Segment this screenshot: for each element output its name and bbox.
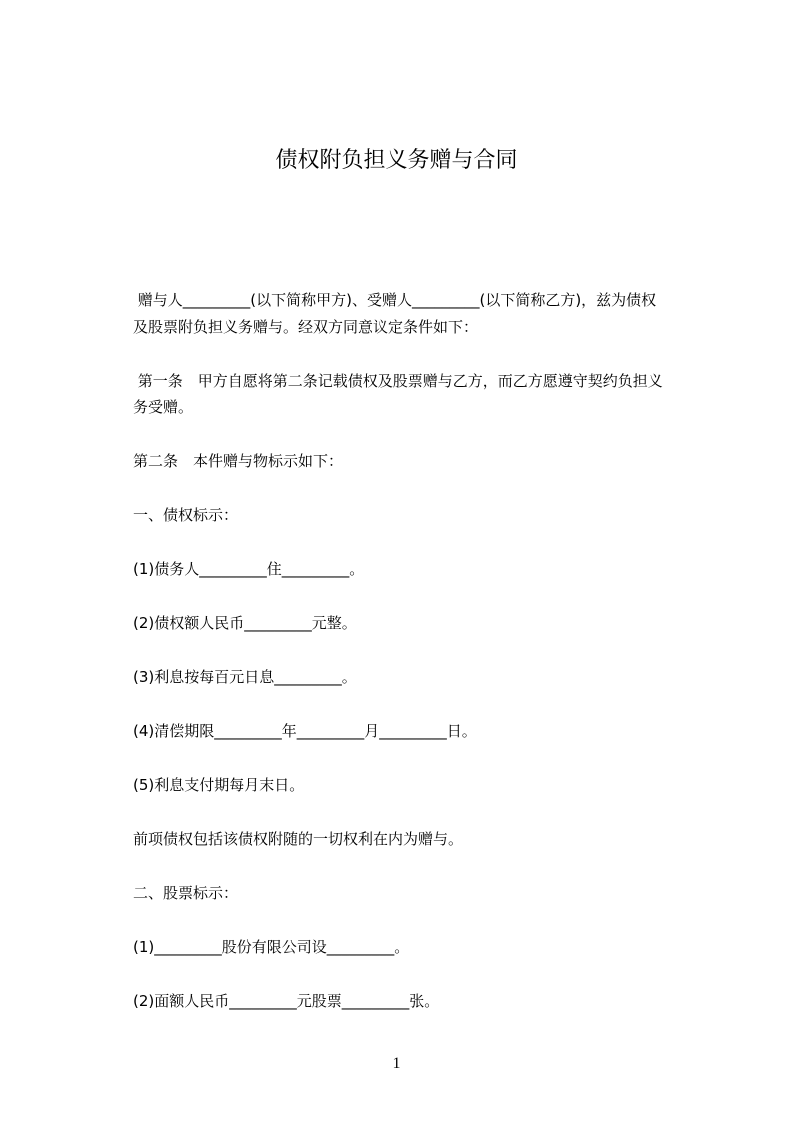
article-1-line-2: 务受赠。: [133, 398, 194, 416]
debt-item-2: (2)债权额人民币_________元整。: [133, 614, 357, 632]
debt-item-3: (3)利息按每百元日息_________。: [133, 668, 357, 686]
stock-item-2: (2)面额人民币_________元股票_________张。: [133, 992, 440, 1010]
document-title: 债权附负担义务赠与合同: [275, 148, 518, 173]
article-2-heading: 第二条 本件赠与物标示如下：: [133, 452, 344, 470]
section-debt-heading: 一、债权标示：: [133, 506, 239, 524]
debt-note: 前项债权包括该债权附随的一切权利在内为赠与。: [133, 830, 464, 848]
stock-item-1: (1)_________股份有限公司设_________。: [133, 938, 410, 956]
page-number: 1: [392, 1055, 401, 1072]
article-1-line-1: 第一条 甲方自愿将第二条记载债权及股票赠与乙方，而乙方愿遵守契约负担义: [133, 372, 663, 390]
preamble-line-1: 赠与人_________(以下简称甲方)、受赠人_________(以下简称乙方)，兹为债权: [133, 291, 657, 309]
debt-item-4: (4)清偿期限_________年_________月_________日。: [133, 722, 477, 740]
section-stock-heading: 二、股票标示：: [133, 884, 239, 902]
preamble-line-2: 及股票附负担义务赠与。经双方同意议定条件如下：: [133, 318, 479, 336]
debt-item-5: (5)利息支付期每月末日。: [133, 776, 305, 794]
debt-item-1: (1)债务人_________住_________。: [133, 560, 365, 578]
